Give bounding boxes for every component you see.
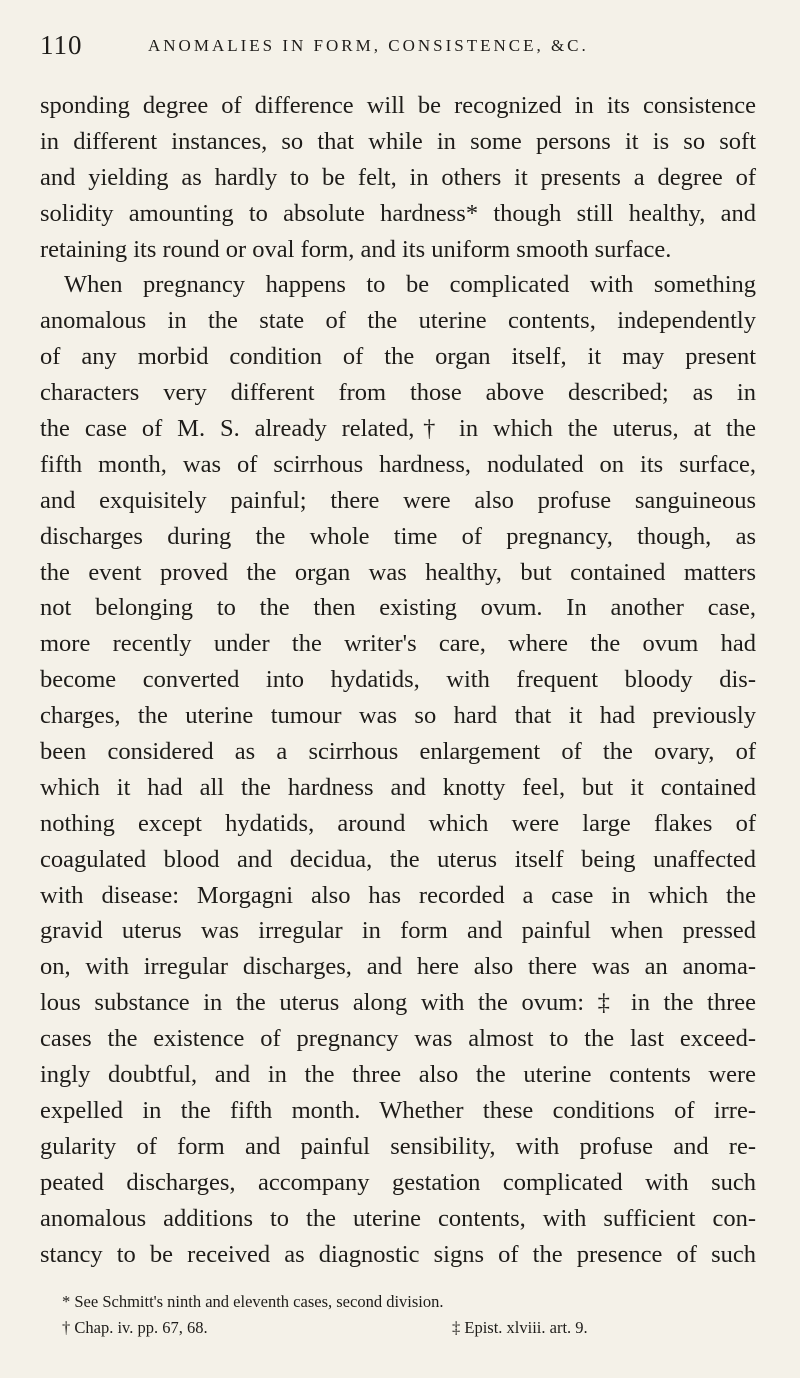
text-line: the event proved the organ was healthy, but contained matters bbox=[40, 558, 756, 586]
text-line: the case of M. S. already related,† in which the uterus, at the bbox=[40, 415, 756, 443]
footnotes bbox=[62, 1292, 682, 1362]
footnote-dagger: † Chap. iv. pp. 67, 68. bbox=[62, 1318, 208, 1337]
text-line: When pregnancy happens to be complicated with something bbox=[64, 271, 756, 299]
text-line: cases the existence of pregnancy was almost to the last exceed- bbox=[40, 1025, 756, 1053]
text-line: on, with irregular discharges, and here also there was an anoma- bbox=[40, 953, 756, 981]
footnote-double-dagger: ‡ Epist. xlviii. art. 9. bbox=[452, 1318, 588, 1337]
text-line: with disease: Morgagni also has recorded a case in which the bbox=[40, 881, 756, 909]
text-line: discharges during the whole time of pregnancy, though, as bbox=[40, 522, 756, 550]
text-line: solidity amounting to absolute hardness* though still healthy, and bbox=[40, 199, 756, 227]
footnote-star: * See Schmitt's ninth and eleventh cases, second division. bbox=[62, 1292, 444, 1311]
text-line: and exquisitely painful; there were also profuse sanguineous bbox=[40, 486, 756, 514]
text-line: coagulated blood and decidua, the uterus itself being unaffected bbox=[40, 845, 756, 873]
text-line: and yielding as hardly to be felt, in others it presents a degree of bbox=[40, 163, 756, 191]
page-number: 110 bbox=[40, 30, 83, 60]
text-line: nothing except hydatids, around which were large flakes of bbox=[40, 809, 756, 837]
text-line: charges, the uterine tumour was so hard that it had previously bbox=[40, 702, 756, 730]
page-header bbox=[40, 30, 760, 64]
text-line: gravid uterus was irregular in form and painful when pressed bbox=[40, 917, 756, 945]
text-line: retaining its round or oval form, and its uniform smooth surface. bbox=[40, 235, 672, 263]
text-line: which it had all the hardness and knotty feel, but it contained bbox=[40, 773, 756, 801]
body-text bbox=[40, 88, 756, 1272]
text-line: anomalous in the state of the uterine contents, independently bbox=[40, 307, 756, 335]
text-line: been considered as a scirrhous enlargement of the ovary, of bbox=[40, 738, 756, 766]
text-line: lous substance in the uterus along with the ovum: ‡ in the three bbox=[40, 989, 756, 1017]
text-line: not belonging to the then existing ovum. In another case, bbox=[40, 594, 756, 622]
text-line: become converted into hydatids, with frequent bloody dis- bbox=[40, 666, 756, 694]
text-line: ingly doubtful, and in the three also the uterine contents were bbox=[40, 1061, 756, 1089]
text-line: sponding degree of difference will be recognized in its consistence bbox=[40, 92, 756, 119]
text-line: stancy to be received as diagnostic signs of the presence of such bbox=[40, 1240, 756, 1268]
running-head: ANOMALIES IN FORM, CONSISTENCE, &C. bbox=[148, 36, 589, 55]
text-line: of any morbid condition of the organ itself, it may present bbox=[40, 343, 756, 371]
text-line: expelled in the fifth month. Whether these conditions of irre- bbox=[40, 1096, 756, 1124]
text-line: anomalous additions to the uterine contents, with sufficient con- bbox=[40, 1204, 756, 1232]
text-line: more recently under the writer's care, where the ovum had bbox=[40, 630, 756, 658]
text-line: fifth month, was of scirrhous hardness, nodulated on its surface, bbox=[40, 450, 756, 478]
text-line: characters very different from those above described; as in bbox=[40, 379, 756, 407]
text-line: peated discharges, accompany gestation complicated with such bbox=[40, 1168, 756, 1196]
text-line: gularity of form and painful sensibility, with profuse and re- bbox=[40, 1132, 756, 1160]
text-line: in different instances, so that while in some persons it is so soft bbox=[40, 127, 756, 155]
